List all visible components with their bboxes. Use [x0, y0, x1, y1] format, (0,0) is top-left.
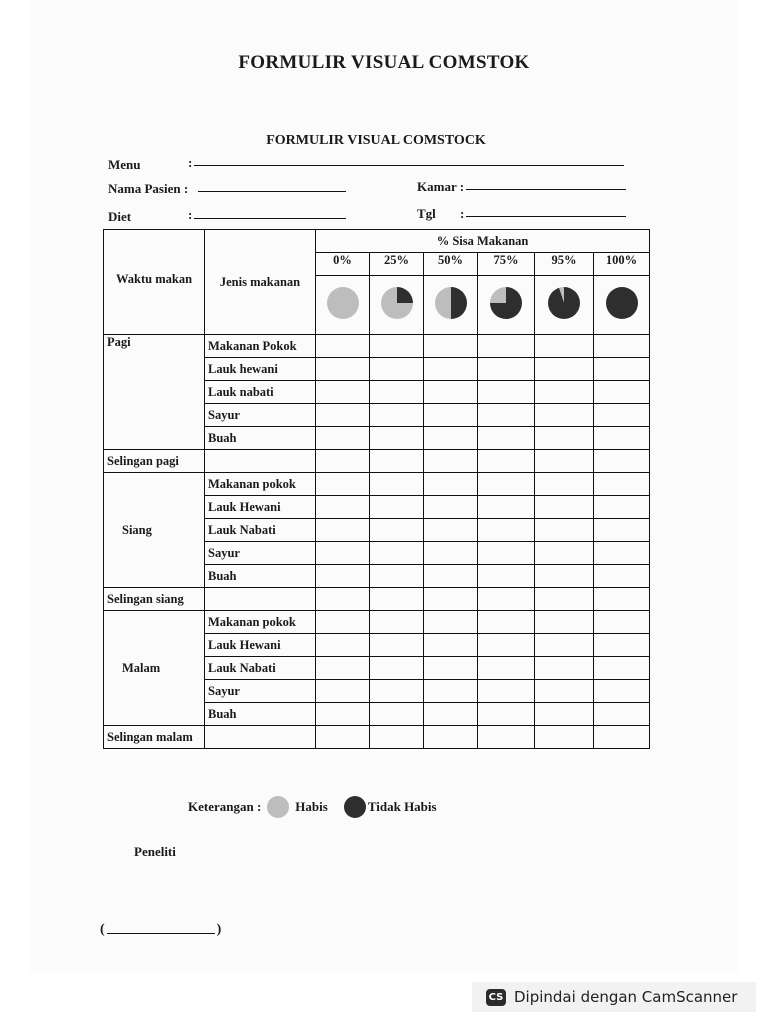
entry-cell[interactable] — [424, 634, 478, 657]
legend-tidak-habis: Tidak Habis — [367, 799, 437, 814]
sisa-makanan-header: % Sisa Makanan — [316, 230, 650, 253]
entry-cell[interactable] — [535, 657, 594, 680]
table-row — [104, 335, 650, 358]
entry-cell[interactable] — [535, 542, 594, 565]
entry-cell[interactable] — [535, 335, 594, 358]
food-type-label: Sayur — [205, 680, 316, 703]
entry-cell[interactable] — [594, 358, 650, 381]
meal-time-label: Selingan pagi — [104, 450, 205, 473]
entry-cell[interactable] — [478, 404, 535, 427]
entry-cell[interactable] — [424, 473, 478, 496]
entry-cell[interactable] — [424, 381, 478, 404]
signature-close-paren: ) — [216, 922, 222, 937]
entry-cell[interactable] — [424, 680, 478, 703]
entry-cell[interactable] — [594, 634, 650, 657]
plate-pie-icon — [327, 287, 359, 319]
entry-cell[interactable] — [594, 427, 650, 450]
entry-cell[interactable] — [370, 335, 424, 358]
food-type-label: Makanan Pokok — [205, 335, 316, 358]
percent-header-3: 75% — [478, 253, 535, 276]
entry-cell[interactable] — [370, 473, 424, 496]
entry-cell[interactable] — [370, 404, 424, 427]
plate-pie-icon — [606, 287, 638, 319]
entry-cell[interactable] — [535, 726, 594, 749]
entry-cell[interactable] — [424, 358, 478, 381]
entry-cell[interactable] — [370, 542, 424, 565]
table-row — [104, 450, 650, 473]
entry-cell[interactable] — [535, 450, 594, 473]
waktu-makan-header: Waktu makan — [104, 230, 205, 335]
food-type-label: Buah — [205, 427, 316, 450]
entry-cell[interactable] — [535, 519, 594, 542]
entry-cell[interactable] — [478, 450, 535, 473]
entry-cell[interactable] — [478, 427, 535, 450]
entry-cell[interactable] — [316, 335, 370, 358]
diet-colon: : — [188, 207, 193, 222]
entry-cell[interactable] — [316, 473, 370, 496]
entry-cell[interactable] — [316, 496, 370, 519]
tgl-field[interactable] — [466, 216, 626, 217]
entry-cell[interactable] — [478, 588, 535, 611]
meal-time-label: Pagi — [104, 335, 205, 450]
diet-label: Diet — [108, 209, 132, 224]
food-type-label — [205, 450, 316, 473]
entry-cell[interactable] — [424, 519, 478, 542]
entry-cell[interactable] — [535, 588, 594, 611]
food-type-label: Makanan pokok — [205, 611, 316, 634]
table-row — [104, 726, 650, 749]
entry-cell[interactable] — [535, 427, 594, 450]
nama-pasien-field[interactable] — [198, 191, 346, 192]
entry-cell[interactable] — [478, 703, 535, 726]
entry-cell[interactable] — [535, 496, 594, 519]
form-title: FORMULIR VISUAL COMSTOCK — [266, 133, 486, 148]
meal-time-label: Malam — [104, 611, 205, 726]
entry-cell[interactable] — [594, 404, 650, 427]
entry-cell[interactable] — [594, 657, 650, 680]
food-type-label — [205, 726, 316, 749]
entry-cell[interactable] — [370, 703, 424, 726]
entry-cell[interactable] — [424, 565, 478, 588]
entry-cell[interactable] — [424, 611, 478, 634]
entry-cell[interactable] — [424, 703, 478, 726]
food-type-label — [205, 588, 316, 611]
entry-cell[interactable] — [370, 588, 424, 611]
entry-cell[interactable] — [424, 657, 478, 680]
entry-cell[interactable] — [424, 588, 478, 611]
food-type-label: Buah — [205, 565, 316, 588]
entry-cell[interactable] — [594, 335, 650, 358]
entry-cell[interactable] — [424, 404, 478, 427]
entry-cell[interactable] — [594, 519, 650, 542]
entry-cell[interactable] — [535, 703, 594, 726]
entry-cell[interactable] — [316, 381, 370, 404]
jenis-makanan-header: Jenis makanan — [205, 230, 316, 335]
percent-header-5: 100% — [594, 253, 650, 276]
entry-cell[interactable] — [316, 634, 370, 657]
entry-cell[interactable] — [316, 450, 370, 473]
entry-cell[interactable] — [478, 473, 535, 496]
entry-cell[interactable] — [478, 657, 535, 680]
pie-cell-5 — [594, 276, 650, 335]
menu-field[interactable] — [194, 165, 624, 166]
entry-cell[interactable] — [478, 634, 535, 657]
entry-cell[interactable] — [594, 542, 650, 565]
table-row — [104, 588, 650, 611]
legend-habis: Habis — [295, 799, 328, 814]
entry-cell[interactable] — [370, 611, 424, 634]
pie-cell-4 — [535, 276, 594, 335]
food-type-label: Sayur — [205, 404, 316, 427]
meal-time-label: Selingan malam — [104, 726, 205, 749]
entry-cell[interactable] — [478, 611, 535, 634]
tgl-label: Tgl — [417, 206, 436, 221]
entry-cell[interactable] — [535, 473, 594, 496]
entry-cell[interactable] — [316, 404, 370, 427]
entry-cell[interactable] — [594, 450, 650, 473]
food-type-label: Buah — [205, 703, 316, 726]
legend — [188, 796, 437, 818]
entry-cell[interactable] — [370, 450, 424, 473]
entry-cell[interactable] — [370, 634, 424, 657]
food-type-label: Sayur — [205, 542, 316, 565]
food-type-label: Lauk Nabati — [205, 657, 316, 680]
entry-cell[interactable] — [424, 450, 478, 473]
entry-cell[interactable] — [316, 726, 370, 749]
plate-pie-icon — [381, 287, 413, 319]
entry-cell[interactable] — [316, 519, 370, 542]
entry-cell[interactable] — [478, 496, 535, 519]
entry-cell[interactable] — [594, 496, 650, 519]
entry-cell[interactable] — [316, 358, 370, 381]
entry-cell[interactable] — [535, 404, 594, 427]
kamar-field[interactable] — [466, 189, 626, 190]
entry-cell[interactable] — [535, 634, 594, 657]
entry-cell[interactable] — [316, 657, 370, 680]
entry-cell[interactable] — [535, 358, 594, 381]
plate-pie-icon — [490, 287, 522, 319]
legend-label: Keterangan : — [188, 799, 262, 814]
food-type-label: Lauk Hewani — [205, 496, 316, 519]
entry-cell[interactable] — [370, 726, 424, 749]
menu-colon: : — [188, 155, 193, 170]
percent-header-1: 25% — [370, 253, 424, 276]
entry-cell[interactable] — [316, 427, 370, 450]
entry-cell[interactable] — [478, 335, 535, 358]
entry-cell[interactable] — [594, 703, 650, 726]
comstock-table — [103, 229, 650, 749]
table-row — [104, 611, 650, 634]
entry-cell[interactable] — [370, 427, 424, 450]
pie-cell-3 — [478, 276, 535, 335]
entry-cell[interactable] — [478, 726, 535, 749]
entry-cell[interactable] — [370, 496, 424, 519]
entry-cell[interactable] — [594, 565, 650, 588]
entry-cell[interactable] — [316, 703, 370, 726]
entry-cell[interactable] — [316, 611, 370, 634]
plate-pie-icon — [548, 287, 580, 319]
entry-cell[interactable] — [478, 358, 535, 381]
food-type-label: Lauk hewani — [205, 358, 316, 381]
signature-line — [107, 933, 215, 934]
entry-cell[interactable] — [594, 473, 650, 496]
entry-cell[interactable] — [594, 611, 650, 634]
entry-cell[interactable] — [370, 680, 424, 703]
food-type-label: Lauk Nabati — [205, 519, 316, 542]
main-title: FORMULIR VISUAL COMSTOK — [238, 52, 530, 73]
habis-swatch-icon — [267, 796, 289, 818]
entry-cell[interactable] — [594, 381, 650, 404]
entry-cell[interactable] — [478, 680, 535, 703]
entry-cell[interactable] — [424, 542, 478, 565]
entry-cell[interactable] — [535, 611, 594, 634]
signature-open-paren: ( — [100, 922, 105, 937]
entry-cell[interactable] — [424, 427, 478, 450]
entry-cell[interactable] — [424, 726, 478, 749]
entry-cell[interactable] — [535, 565, 594, 588]
peneliti-label: Peneliti — [134, 844, 176, 859]
tgl-colon: : — [460, 206, 465, 221]
entry-cell[interactable] — [316, 565, 370, 588]
food-type-label: Lauk nabati — [205, 381, 316, 404]
scanner-watermark — [472, 982, 756, 1012]
entry-cell[interactable] — [594, 726, 650, 749]
entry-cell[interactable] — [478, 565, 535, 588]
signature-field[interactable] — [100, 922, 221, 938]
scanner-watermark-text: Dipindai dengan CamScanner — [514, 988, 738, 1006]
entry-cell[interactable] — [316, 588, 370, 611]
entry-cell[interactable] — [370, 565, 424, 588]
entry-cell[interactable] — [370, 358, 424, 381]
entry-cell[interactable] — [424, 496, 478, 519]
kamar-label: Kamar : — [417, 179, 465, 194]
camscanner-logo-icon: CS — [486, 989, 506, 1006]
entry-cell[interactable] — [370, 381, 424, 404]
entry-cell[interactable] — [535, 381, 594, 404]
table-row — [104, 473, 650, 496]
pie-cell-2 — [424, 276, 478, 335]
menu-label: Menu — [108, 157, 141, 172]
percent-header-4: 95% — [535, 253, 594, 276]
percent-header-0: 0% — [316, 253, 370, 276]
entry-cell[interactable] — [594, 680, 650, 703]
entry-cell[interactable] — [316, 542, 370, 565]
entry-cell[interactable] — [424, 335, 478, 358]
meal-time-label: Selingan siang — [104, 588, 205, 611]
entry-cell[interactable] — [316, 680, 370, 703]
nama-pasien-label: Nama Pasien : — [108, 181, 189, 196]
tidak-habis-swatch-icon — [344, 796, 366, 818]
entry-cell[interactable] — [478, 542, 535, 565]
entry-cell[interactable] — [535, 680, 594, 703]
percent-header-2: 50% — [424, 253, 478, 276]
entry-cell[interactable] — [594, 588, 650, 611]
food-type-label: Makanan pokok — [205, 473, 316, 496]
food-type-label: Lauk Hewani — [205, 634, 316, 657]
entry-cell[interactable] — [370, 519, 424, 542]
pie-cell-1 — [370, 276, 424, 335]
entry-cell[interactable] — [370, 657, 424, 680]
meal-time-label: Siang — [104, 473, 205, 588]
plate-pie-icon — [435, 287, 467, 319]
pie-cell-0 — [316, 276, 370, 335]
entry-cell[interactable] — [478, 519, 535, 542]
entry-cell[interactable] — [478, 381, 535, 404]
diet-field[interactable] — [194, 218, 346, 219]
